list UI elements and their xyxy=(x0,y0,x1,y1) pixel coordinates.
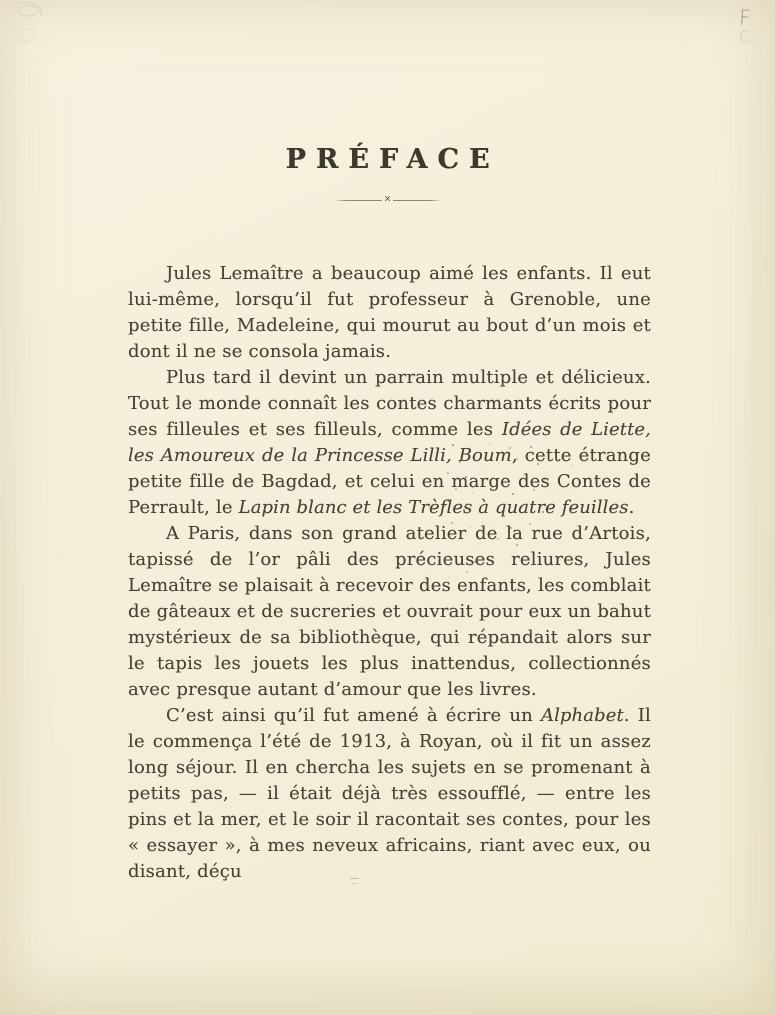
text-segment: . Il le commença l’été de 1913, à Royan, où il fit un assez long séjour. Il en chercha les sujets en se promenant à petits pas, — il était déjà très essoufflé, — entre les pins et la mer, et le soir il racontait ses contes, pour les « essayer », à mes neveux africains, riant avec eux, ou disant, déçu xyxy=(128,705,651,882)
divider-rule-right xyxy=(393,200,441,201)
pencil-scribble-marks xyxy=(0,0,130,70)
paragraph-3 xyxy=(128,521,651,703)
paragraph-4 xyxy=(128,703,651,885)
italic-title-segment: Alphabet xyxy=(540,705,624,726)
text-segment: Plus tard il devint un parrain multiple et délicieux. Tout le monde connaît les contes charmants écrits pour ses filleules et ses filleuls, comme les xyxy=(128,367,651,440)
page-title: PRÉFACE xyxy=(285,144,500,176)
italic-title-segment: Lapin blanc et les Trèfles à quatre feuilles xyxy=(238,497,629,518)
italic-title-segment: Idées de Liette, les Amoureux de la Princesse Lilli, Boum xyxy=(128,419,651,466)
ornamental-divider xyxy=(334,196,442,205)
handwritten-letter-f: F xyxy=(738,5,752,31)
text-segment: A Paris, dans son grand atelier de la rue d’Artois, tapissé de l’or pâli des précieuses reliures, Jules Lemaître se plaisait à recevoir des enfants, les comblait de gâteaux et de sucreries et ouvrait pour eux un bahut mystérieux de sa bibliothèque, qui répandait alors sur le tapis les jouets les plus inattendus, collectionnés avec presque autant d’amour que les livres. xyxy=(128,523,651,700)
text-segment: , cette étrange petite fille de Bagdad, et celui en marge des Contes de Perrault, le xyxy=(128,445,651,518)
stray-pencil-mark xyxy=(350,878,359,884)
divider-asterisk-ornament: × xyxy=(383,194,392,205)
handwritten-letter-c: C xyxy=(738,26,751,47)
paragraph-1 xyxy=(128,261,651,365)
divider-rule-left xyxy=(334,200,382,201)
text-segment: Jules Lemaître a beaucoup aimé les enfants. Il eut lui-même, lorsqu’il fut professeur à Grenoble, une petite fille, Madeleine, qui mourut au bout d’un mois et dont il ne se consola jamais. xyxy=(128,263,651,362)
paragraph-2 xyxy=(128,365,651,521)
text-segment: C’est ainsi qu’il fut amené à écrire un xyxy=(166,705,541,726)
text-segment: . xyxy=(628,497,635,518)
preface-text-block xyxy=(128,261,651,885)
